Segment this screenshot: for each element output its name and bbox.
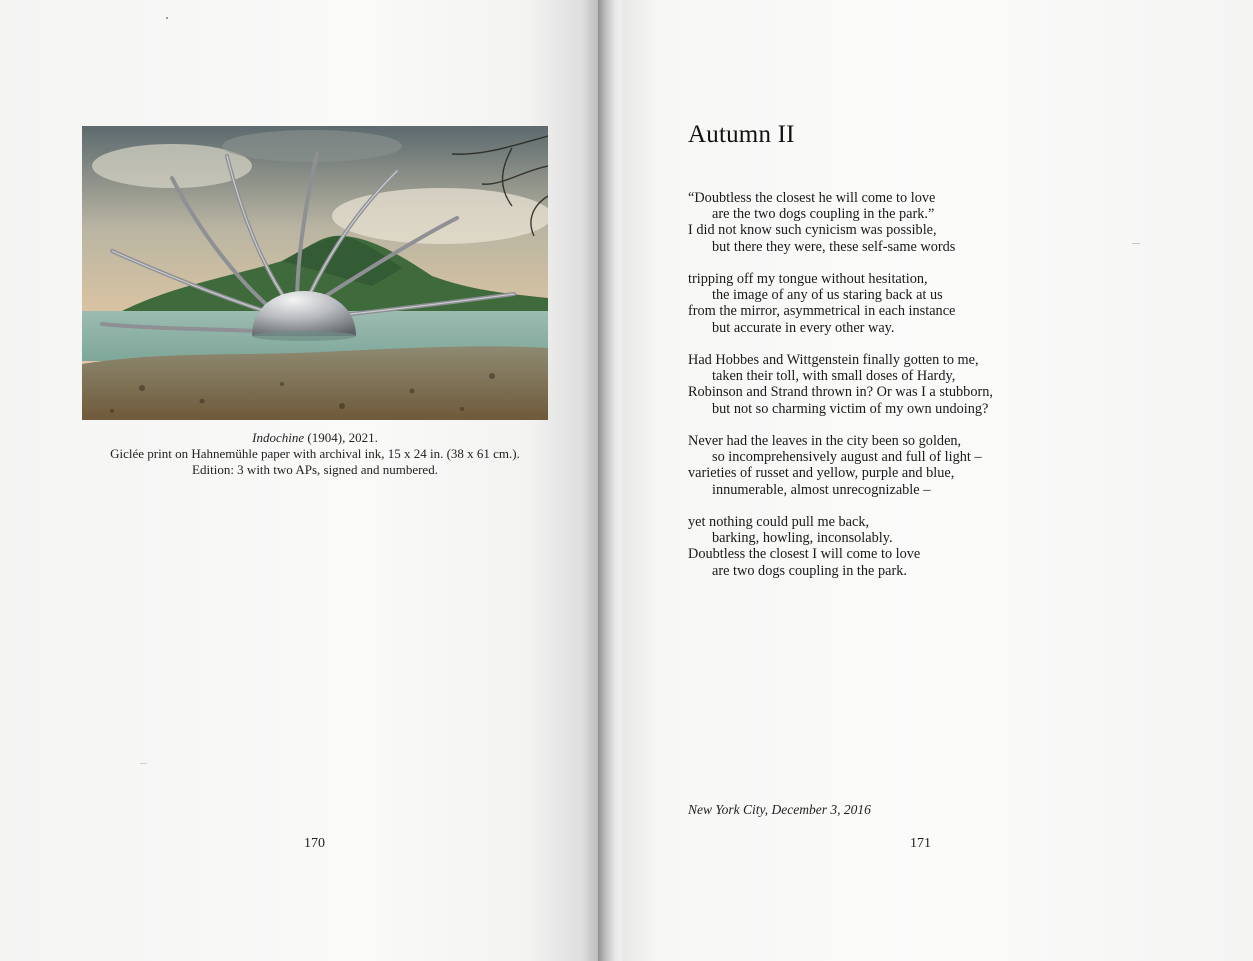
caption-year: (1904), 2021. [304, 430, 378, 445]
poem-title: Autumn II [688, 121, 795, 148]
poem-line: “Doubtless the closest he will come to love [688, 190, 936, 206]
poem-line: tripping off my tongue without hesitation, [688, 271, 928, 287]
poem-line: but accurate in every other way. [712, 319, 895, 336]
caption-title: Indochine [252, 430, 305, 445]
caption-medium: Giclée print on Hahnemühle paper with archival ink, 15 x 24 in. (38 x 61 cm.). [110, 446, 520, 461]
poem-line: Robinson and Strand thrown in? Or was I a stubborn, [688, 384, 993, 401]
poem-line: taken their toll, with small doses of Hardy, [712, 368, 956, 385]
poem-line: Doubtless the closest I will come to love [688, 546, 921, 563]
scan-speck [1132, 243, 1140, 244]
poem-body [688, 190, 1068, 595]
poem-line: from the mirror, asymmetrical in each instance [688, 303, 956, 320]
poem-line: innumerable, almost unrecognizable – [712, 481, 931, 498]
artwork-image [82, 126, 548, 420]
poem-line: Had Hobbes and Wittgenstein finally gotten to me, [688, 352, 979, 368]
poem-stanza [688, 271, 1068, 336]
poem-line: I did not know such cynicism was possible, [688, 222, 937, 239]
poem-line: barking, howling, inconsolably. [712, 530, 893, 547]
poem-stanza [688, 190, 1068, 255]
poem-line: are the two dogs coupling in the park.” [712, 206, 935, 223]
poem-stanza [688, 352, 1068, 417]
poem-line: are two dogs coupling in the park. [712, 562, 907, 579]
artwork-caption [60, 430, 570, 478]
poem-line: but there they were, these self-same words [712, 238, 956, 255]
poem-stanza [688, 514, 1068, 579]
artwork-collage [82, 126, 548, 420]
poem-line: the image of any of us staring back at us [712, 287, 943, 304]
poem-line: but not so charming victim of my own undoing? [712, 400, 989, 417]
page-number-left: 170 [304, 836, 325, 851]
poem-stanza [688, 433, 1068, 498]
poem-line: varieties of russet and yellow, purple and blue, [688, 465, 955, 482]
caption-edition: Edition: 3 with two APs, signed and numbered. [192, 462, 438, 477]
poem-line: so incomprehensively august and full of light – [712, 449, 982, 466]
scan-speck [166, 17, 168, 19]
scan-speck [140, 763, 147, 764]
poem-line: yet nothing could pull me back, [688, 514, 870, 530]
poem-dateline: New York City, December 3, 2016 [688, 802, 871, 817]
book-gutter [598, 0, 622, 961]
caption-title-line [60, 430, 570, 446]
page-number-right: 171 [910, 836, 931, 851]
poem-line: Never had the leaves in the city been so golden, [688, 433, 962, 449]
